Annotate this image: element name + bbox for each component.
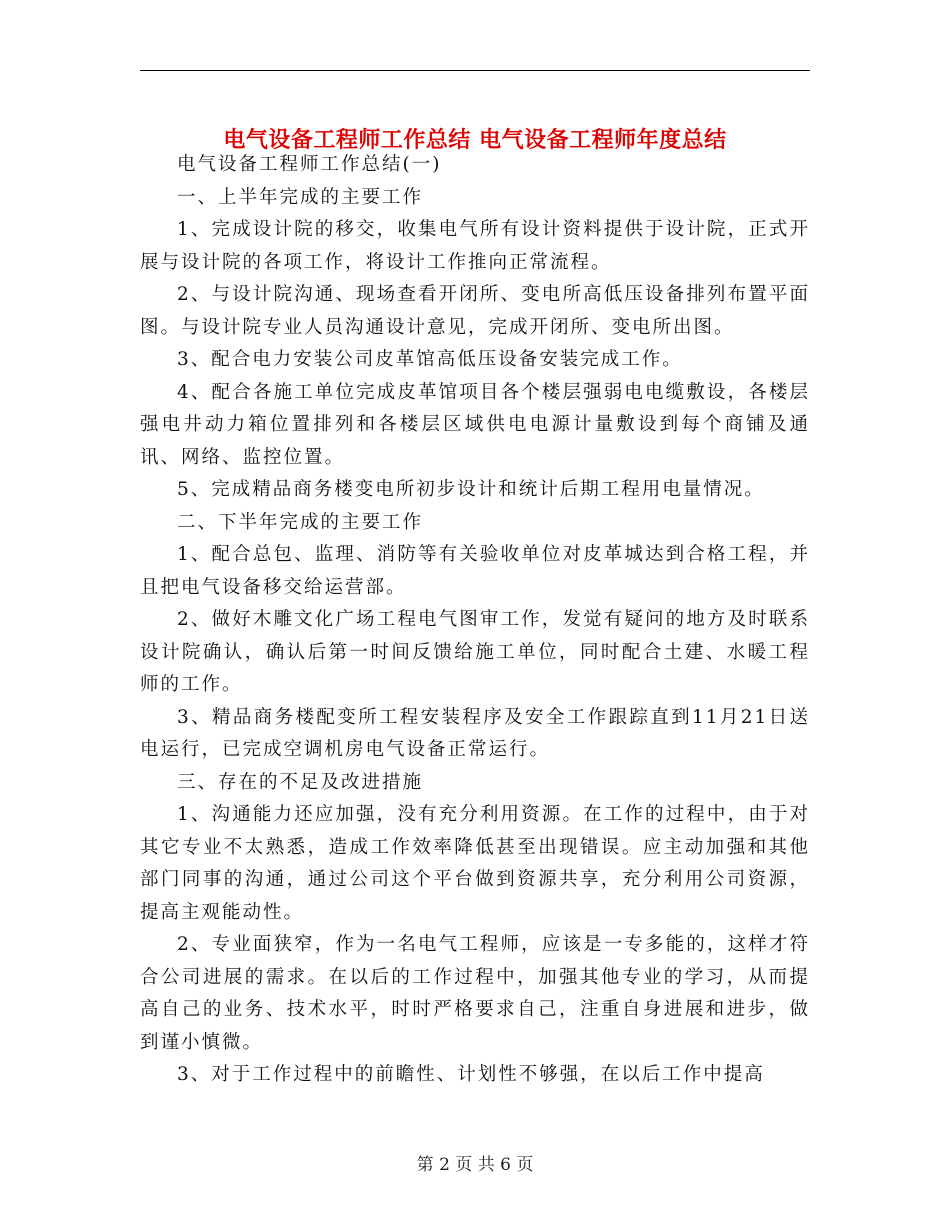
section-heading: 二、下半年完成的主要工作 xyxy=(177,511,424,533)
body-paragraph: 2、专业面狭窄，作为一名电气工程师，应该是一专多能的，这样才符合公司进展的需求。在以后的工作过程中，加强其他专业的学习，从而提高自己的业务、技术水平，时时严格要求自己，注重自身进展和进步，做到谨小慎微。 xyxy=(140,934,810,1053)
document-body xyxy=(140,149,810,1092)
page-number-footer: 第 2 页 共 6 页 xyxy=(416,1155,534,1175)
body-paragraph: 3、精品商务楼配变所工程安装程序及安全工作跟踪直到11月21日送电运行，已完成空调机房电气设备正常运行。 xyxy=(140,706,810,760)
body-paragraph: 1、完成设计院的移交，收集电气所有设计资料提供于设计院，正式开展与设计院的各项工作，将设计工作推向正常流程。 xyxy=(140,219,810,273)
header-rule xyxy=(140,70,810,71)
section-heading: 一、上半年完成的主要工作 xyxy=(177,186,424,208)
body-paragraph: 3、对于工作过程中的前瞻性、计划性不够强，在以后工作中提高 xyxy=(177,1064,765,1085)
section-heading: 电气设备工程师工作总结(一) xyxy=(177,154,442,175)
body-paragraph: 3、配合电力安装公司皮革馆高低压设备安装完成工作。 xyxy=(177,349,683,370)
body-paragraph: 1、配合总包、监理、消防等有关验收单位对皮革城达到合格工程，并且把电气设备移交给运营部。 xyxy=(140,544,810,598)
section-heading: 三、存在的不足及改进措施 xyxy=(177,771,424,793)
body-paragraph: 4、配合各施工单位完成皮革馆项目各个楼层强弱电电缆敷设，各楼层强电井动力箱位置排列和各楼层区域供电电源计量敷设到每个商铺及通讯、网络、监控位置。 xyxy=(140,381,810,468)
body-paragraph: 1、沟通能力还应加强，没有充分利用资源。在工作的过程中，由于对其它专业不太熟悉，造成工作效率降低甚至出现错误。应主动加强和其他部门同事的沟通，通过公司这个平台做到资源共享，充分利用公司资源，提高主观能动性。 xyxy=(140,804,810,923)
body-paragraph: 2、做好木雕文化广场工程电气图审工作，发觉有疑问的地方及时联系设计院确认，确认后第一时间反馈给施工单位，同时配合土建、水暖工程师的工作。 xyxy=(140,609,810,695)
body-paragraph: 2、与设计院沟通、现场查看开闭所、变电所高低压设备排列布置平面图。与设计院专业人员沟通设计意见，完成开闭所、变电所出图。 xyxy=(140,284,810,338)
body-paragraph: 5、完成精品商务楼变电所初步设计和统计后期工程用电量情况。 xyxy=(177,479,765,500)
document-title: 电气设备工程师工作总结 电气设备工程师年度总结 xyxy=(223,127,727,153)
